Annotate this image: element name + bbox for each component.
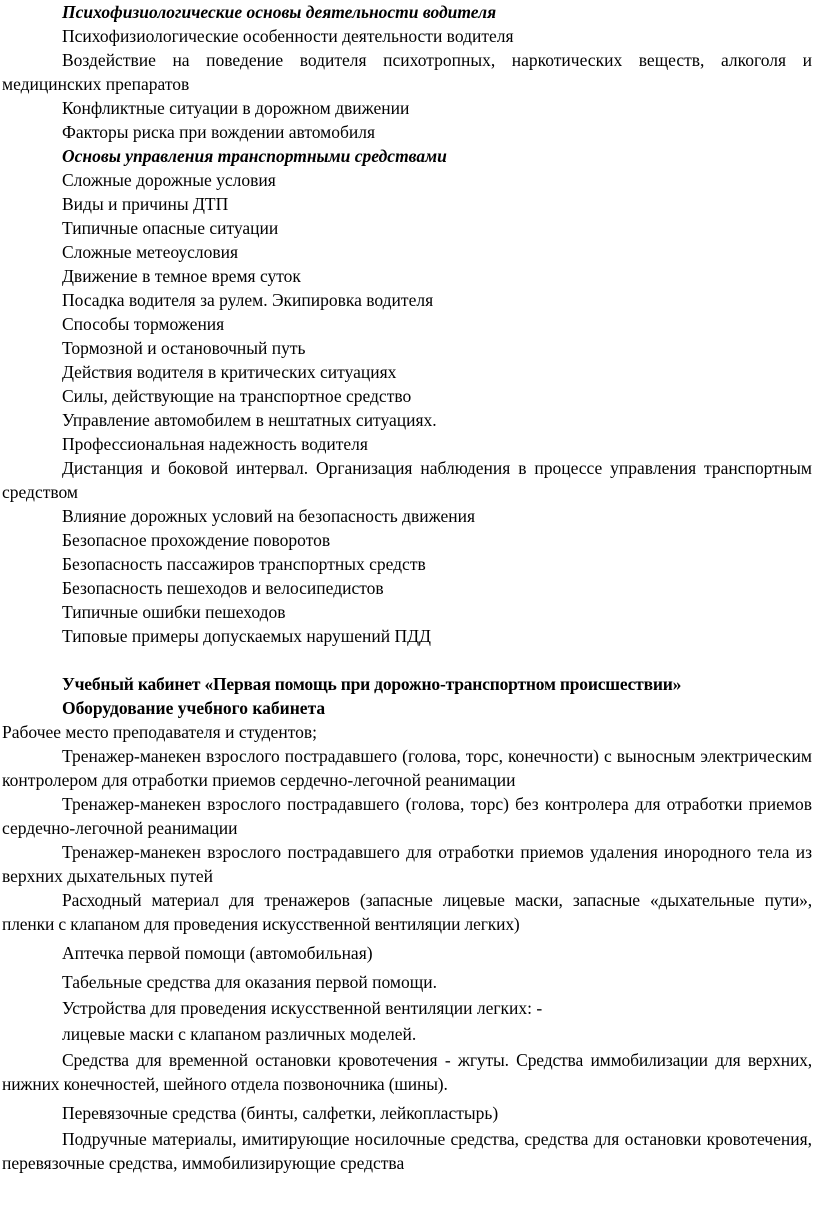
list-item: Психофизиологические особенности деятельности водителя [62, 26, 514, 46]
list-item: лицевые маски с клапаном различных моделей. [62, 1024, 417, 1044]
list-item: Посадка водителя за рулем. Экипировка водителя [62, 290, 434, 310]
list-item: Рабочее место преподавателя и студентов; [2, 722, 317, 742]
list-item: Сложные дорожные условия [62, 170, 276, 190]
list-item: Устройства для проведения искусственной вентиляции легких: - [62, 998, 543, 1018]
list-item: Тренажер-манекен взрослого пострадавшего для отработки приемов удаления инородного тела из верхних дыхательных путей [2, 842, 812, 886]
list-item: Расходный материал для тренажеров (запасные лицевые маски, запасные «дыхательные пути», пленки с клапаном для проведения искусственной вентиляции легких) [2, 890, 812, 934]
list-item: Типичные опасные ситуации [62, 218, 279, 238]
section-title-first-aid-room: Учебный кабинет «Первая помощь при дорожно-транспортном происшествии» [62, 674, 682, 694]
list-item: Действия водителя в критических ситуациях [62, 362, 397, 382]
list-item: Безопасность пешеходов и велосипедистов [62, 578, 384, 598]
list-item: Управление автомобилем в нештатных ситуациях. [62, 410, 437, 430]
section-heading-vehicle-control: Основы управления транспортными средствами [62, 146, 447, 166]
list-item: Подручные материалы, имитирующие носилочные средства, средства для остановки кровотечения, перевязочные средства, иммобилизирующие средства [2, 1129, 812, 1173]
list-item: Факторы риска при вождении автомобиля [62, 122, 376, 142]
list-item: Конфликтные ситуации в дорожном движении [62, 98, 410, 118]
list-item: Сложные метеоусловия [62, 242, 239, 262]
list-item: Движение в темное время суток [62, 266, 301, 286]
list-item: Тренажер-манекен взрослого пострадавшего (голова, торс, конечности) с выносным электрическим контролером для отработки приемов сердечно-легочной реанимации [2, 746, 812, 790]
list-item: Виды и причины ДТП [62, 194, 229, 214]
list-item: Профессиональная надежность водителя [62, 434, 368, 454]
list-item: Аптечка первой помощи (автомобильная) [62, 943, 373, 963]
list-item: Тормозной и остановочный путь [62, 338, 306, 358]
section-heading-psychophysiology: Психофизиологические основы деятельности водителя [62, 2, 497, 22]
list-item: Силы, действующие на транспортное средство [62, 386, 412, 406]
list-item: Способы торможения [62, 314, 225, 334]
list-item: Безопасное прохождение поворотов [62, 530, 331, 550]
list-item: Табельные средства для оказания первой помощи. [62, 972, 437, 992]
list-item: Тренажер-манекен взрослого пострадавшего (голова, торс) без контролера для отработки приемов сердечно-легочной реанимации [2, 794, 812, 838]
list-item: Воздействие на поведение водителя психотропных, наркотических веществ, алкоголя и медицинских препаратов [2, 50, 812, 94]
list-item: Дистанция и боковой интервал. Организация наблюдения в процессе управления транспортным средством [2, 458, 812, 502]
list-item: Типичные ошибки пешеходов [62, 602, 286, 622]
section-subtitle-equipment: Оборудование учебного кабинета [62, 698, 326, 718]
list-item: Средства для временной остановки кровотечения - жгуты. Средства иммобилизации для верхних, нижних конечностей, шейного отдела позвоночника (шины). [2, 1050, 812, 1094]
list-item: Безопасность пассажиров транспортных средств [62, 554, 426, 574]
list-item: Типовые примеры допускаемых нарушений ПДД [62, 626, 431, 646]
list-item: Перевязочные средства (бинты, салфетки, лейкопластырь) [62, 1103, 499, 1123]
list-item: Влияние дорожных условий на безопасность движения [62, 506, 476, 526]
